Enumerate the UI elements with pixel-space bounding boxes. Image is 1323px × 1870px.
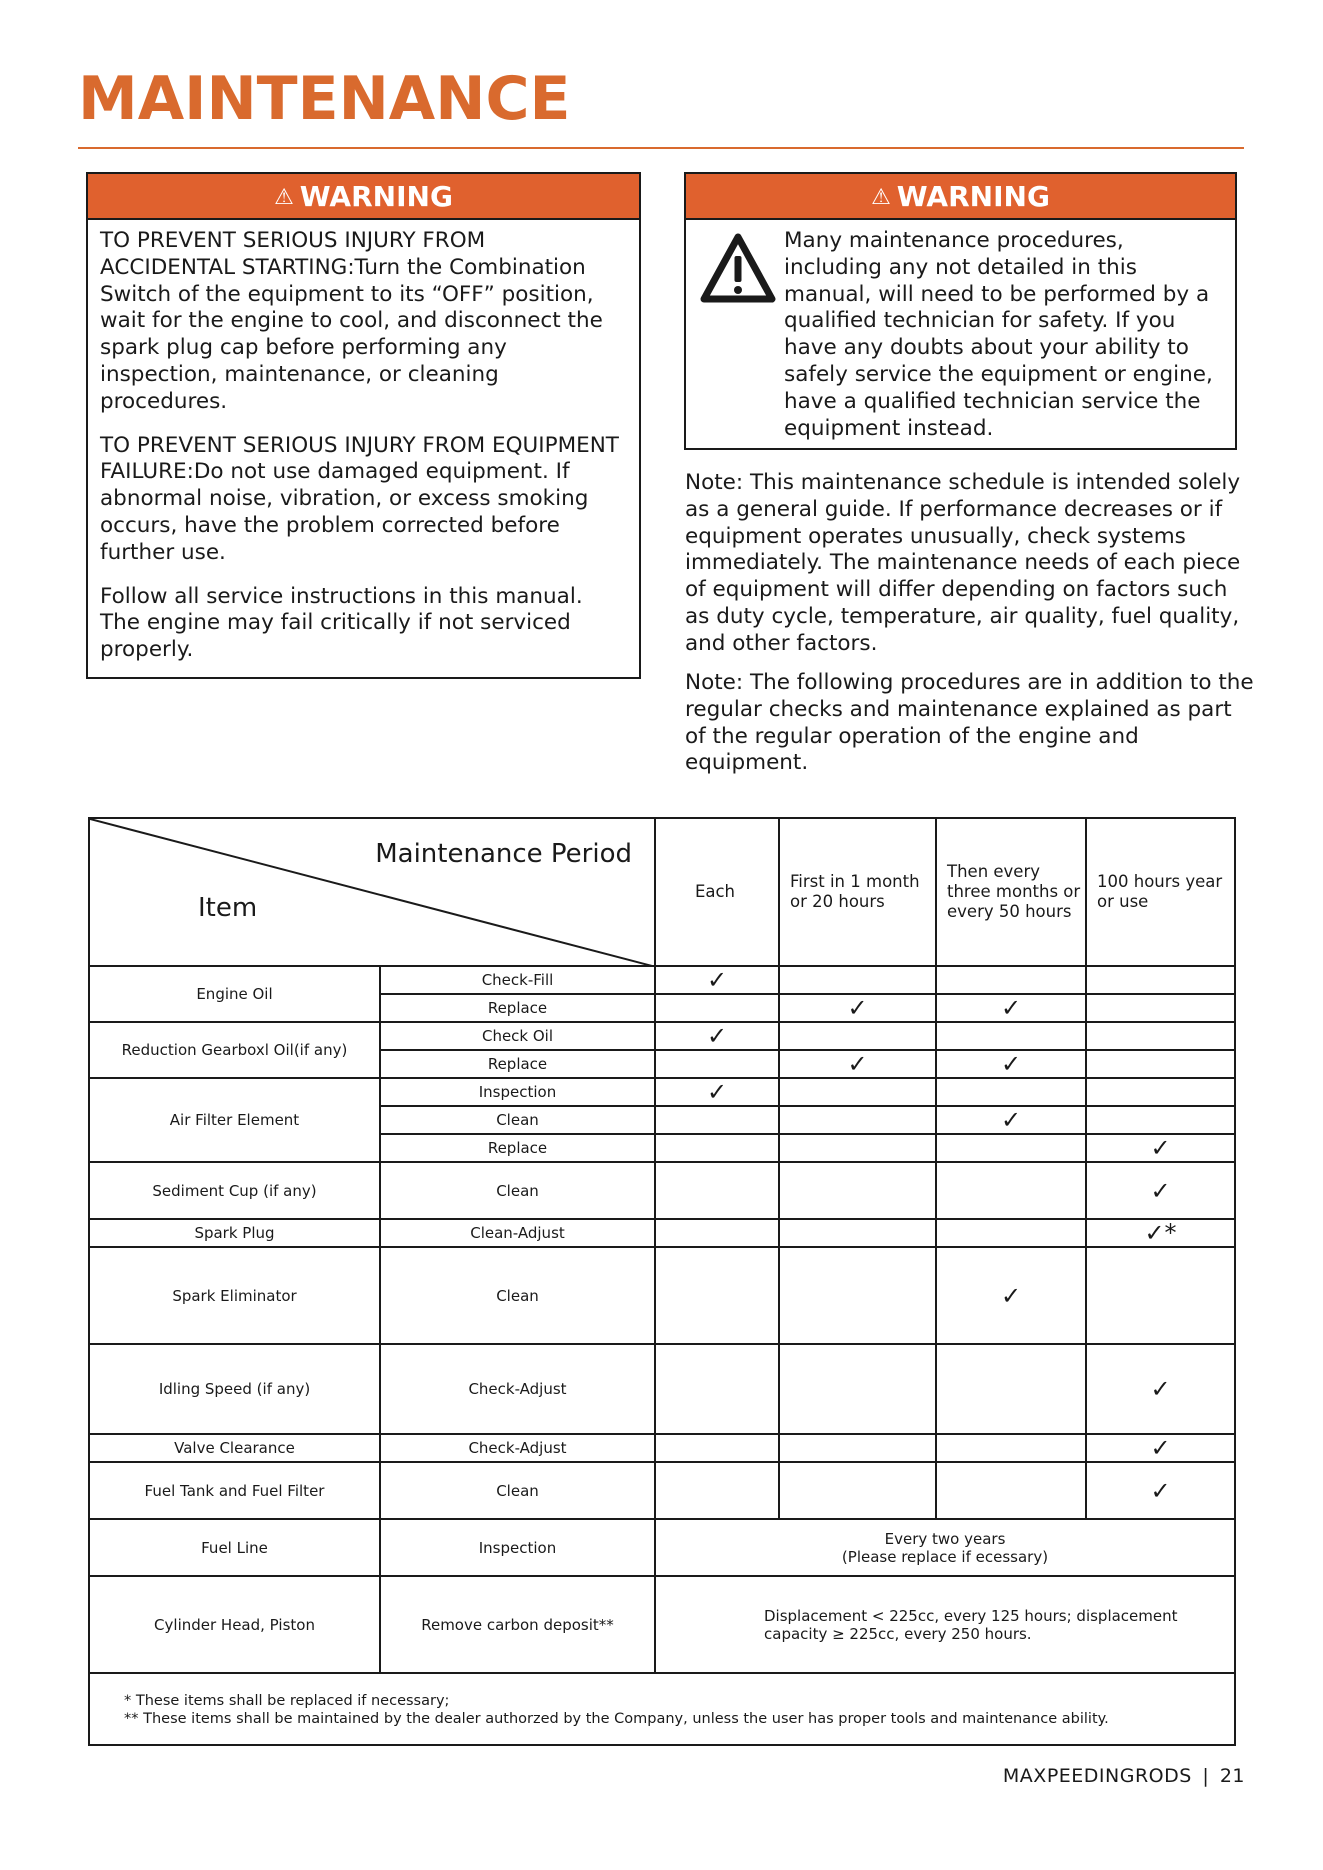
maintenance-table-body [89,818,1235,1745]
item-cell: Spark Eliminator [89,1247,380,1344]
warning-triangle-icon: ⚠ [871,185,891,210]
empty-cell [779,1022,936,1050]
page-number: 21 [1219,1765,1245,1787]
action-cell: Check-Adjust [380,1344,655,1434]
empty-cell [779,1106,936,1134]
empty-cell [779,1219,936,1247]
empty-cell [655,1344,779,1434]
period-line: capacity ≥ 225cc, every 250 hours. [764,1624,1032,1643]
warning-heading: WARNING [299,180,453,213]
checkmark-cell: ✓ [936,994,1086,1022]
footnote: ** These items shall be maintained by the dealer authorzed by the Company, unless the user has proper tools and maintenance ability. [124,1711,1109,1727]
checkmark-cell: ✓ [1086,1134,1235,1162]
empty-cell [936,1434,1086,1462]
empty-cell [936,1462,1086,1519]
action-cell: Replace [380,994,655,1022]
empty-cell [936,1022,1086,1050]
title-divider [78,147,1244,149]
item-cell: Reduction Gearboxl Oil(if any) [89,1022,380,1078]
action-cell: Clean [380,1247,655,1344]
action-cell: Clean [380,1106,655,1134]
column-header: 100 hours year or use [1086,818,1235,966]
empty-cell [779,1344,936,1434]
period-span-cell [655,1576,1235,1673]
empty-cell [936,1134,1086,1162]
empty-cell [936,966,1086,994]
item-cell: Fuel Tank and Fuel Filter [89,1462,380,1519]
empty-cell [779,1134,936,1162]
empty-cell [779,1434,936,1462]
empty-cell [936,1078,1086,1106]
item-cell: Idling Speed (if any) [89,1344,380,1434]
table-row [89,1576,1235,1673]
empty-cell [779,1162,936,1219]
warning-paragraph: TO PREVENT SERIOUS INJURY FROM ACCIDENTAL STARTING:Turn the Combination Switch of the equipment to its “OFF” position, wait for the engine to cool, and disconnect the spark plug cap before performing any inspection, maintenance, or cleaning procedures. [100,228,603,414]
note-additional-procedures: Note: The following procedures are in addition to the regular checks and maintenance explained as part of the regular operation of the engine and equipment. [685,670,1254,776]
action-cell: Check-Adjust [380,1434,655,1462]
period-span-cell [655,1519,1235,1576]
empty-cell [655,1247,779,1344]
empty-cell [1086,1247,1235,1344]
header-diagonal-cell [89,818,655,966]
action-cell: Inspection [380,1519,655,1576]
warning-header [686,174,1235,220]
table-row [89,1162,1235,1219]
empty-cell [936,1219,1086,1247]
action-cell: Remove carbon deposit** [380,1576,655,1673]
checkmark-cell: ✓ [1086,1344,1235,1434]
checkmark-cell: ✓* [1086,1219,1235,1247]
action-cell: Clean-Adjust [380,1219,655,1247]
page-footer [1003,1765,1245,1787]
large-warning-triangle-icon [700,232,776,304]
checkmark-cell: ✓ [936,1050,1086,1078]
maintenance-schedule-table [88,817,1236,1746]
empty-cell [779,1462,936,1519]
empty-cell [655,994,779,1022]
item-cell: Air Filter Element [89,1078,380,1162]
empty-cell [655,1219,779,1247]
empty-cell [1086,1106,1235,1134]
empty-cell [1086,966,1235,994]
table-row [89,1344,1235,1434]
item-cell: Spark Plug [89,1219,380,1247]
empty-cell [1086,1050,1235,1078]
checkmark-cell: ✓ [1086,1162,1235,1219]
warning-body [88,220,639,664]
checkmark-cell: ✓ [779,994,936,1022]
footer-brand: MAXPEEDINGRODS [1002,1765,1192,1787]
checkmark-cell: ✓ [936,1247,1086,1344]
table-row [89,1078,1235,1106]
footer-separator: | [1202,1765,1210,1787]
warning-paragraph: TO PREVENT SERIOUS INJURY FROM EQUIPMENT FAILURE:Do not use damaged equipment. If abnormal noise, vibration, or excess smoking occurs, have the problem corrected before further use. [100,432,619,565]
checkmark-cell: ✓ [655,1078,779,1106]
action-cell: Clean [380,1162,655,1219]
action-cell: Check Oil [380,1022,655,1050]
action-cell: Clean [380,1462,655,1519]
footnotes-row [89,1673,1235,1745]
item-cell: Cylinder Head, Piston [89,1576,380,1673]
empty-cell [655,1134,779,1162]
empty-cell [936,1344,1086,1434]
warning-heading: WARNING [896,180,1050,213]
empty-cell [779,1247,936,1344]
checkmark-cell: ✓ [1086,1434,1235,1462]
warning-body [686,220,1235,442]
checkmark-cell: ✓ [779,1050,936,1078]
table-row [89,1247,1235,1344]
table-row [89,1219,1235,1247]
warning-paragraph: Follow all service instructions in this manual. The engine may fail critically if not serviced properly. [100,583,583,663]
empty-cell [655,1462,779,1519]
empty-cell [936,1162,1086,1219]
checkmark-cell: ✓ [655,1022,779,1050]
action-cell: Check-Fill [380,966,655,994]
column-header: Each [655,818,779,966]
page-title: MAINTENANCE [78,64,571,134]
empty-cell [1086,1078,1235,1106]
note-general-guide: Note: This maintenance schedule is intended solely as a general guide. If performance decreases or if equipment operates unusually, check systems immediately. The maintenance needs of each piece of equipment will differ depending on factors such as duty cycle, temperature, air quality, fuel quality, and other factors. [685,470,1241,656]
maintenance-period-label: Maintenance Period [375,839,632,869]
empty-cell [1086,1022,1235,1050]
table-row [89,1462,1235,1519]
empty-cell [779,1078,936,1106]
empty-cell [655,1050,779,1078]
item-cell: Fuel Line [89,1519,380,1576]
period-line: (Please replace if ecessary) [841,1547,1049,1566]
warning-paragraph: Many maintenance procedures, including any not detailed in this manual, will need to be performed by a qualified technician for safety. If you have any doubts about your ability to safely service the equipment or engine, have a qualified technician service the equipment instead. [784,228,1213,441]
action-cell: Inspection [380,1078,655,1106]
table-row [89,1022,1235,1050]
column-header: First in 1 month or 20 hours [779,818,936,966]
action-cell: Replace [380,1050,655,1078]
item-cell: Engine Oil [89,966,380,1022]
footnote: * These items shall be replaced if necessary; [124,1693,450,1709]
empty-cell [779,966,936,994]
empty-cell [655,1434,779,1462]
empty-cell [1086,994,1235,1022]
footnotes-cell [89,1673,1235,1745]
table-row [89,1519,1235,1576]
checkmark-cell: ✓ [1086,1462,1235,1519]
item-cell: Valve Clearance [89,1434,380,1462]
warning-triangle-icon: ⚠ [274,185,294,210]
warning-box-injury [86,172,641,679]
period-line: Every two years [884,1529,1006,1548]
empty-cell [655,1106,779,1134]
item-label: Item [198,893,258,923]
table-row [89,966,1235,994]
warning-header [88,174,639,220]
empty-cell [655,1162,779,1219]
period-line: Displacement < 225cc, every 125 hours; displacement [764,1606,1178,1625]
table-header-row [89,818,1235,966]
action-cell: Replace [380,1134,655,1162]
warning-box-technician [684,172,1237,450]
checkmark-cell: ✓ [936,1106,1086,1134]
table-row [89,1434,1235,1462]
checkmark-cell: ✓ [655,966,779,994]
column-header: Then every three months or every 50 hours [936,818,1086,966]
item-cell: Sediment Cup (if any) [89,1162,380,1219]
